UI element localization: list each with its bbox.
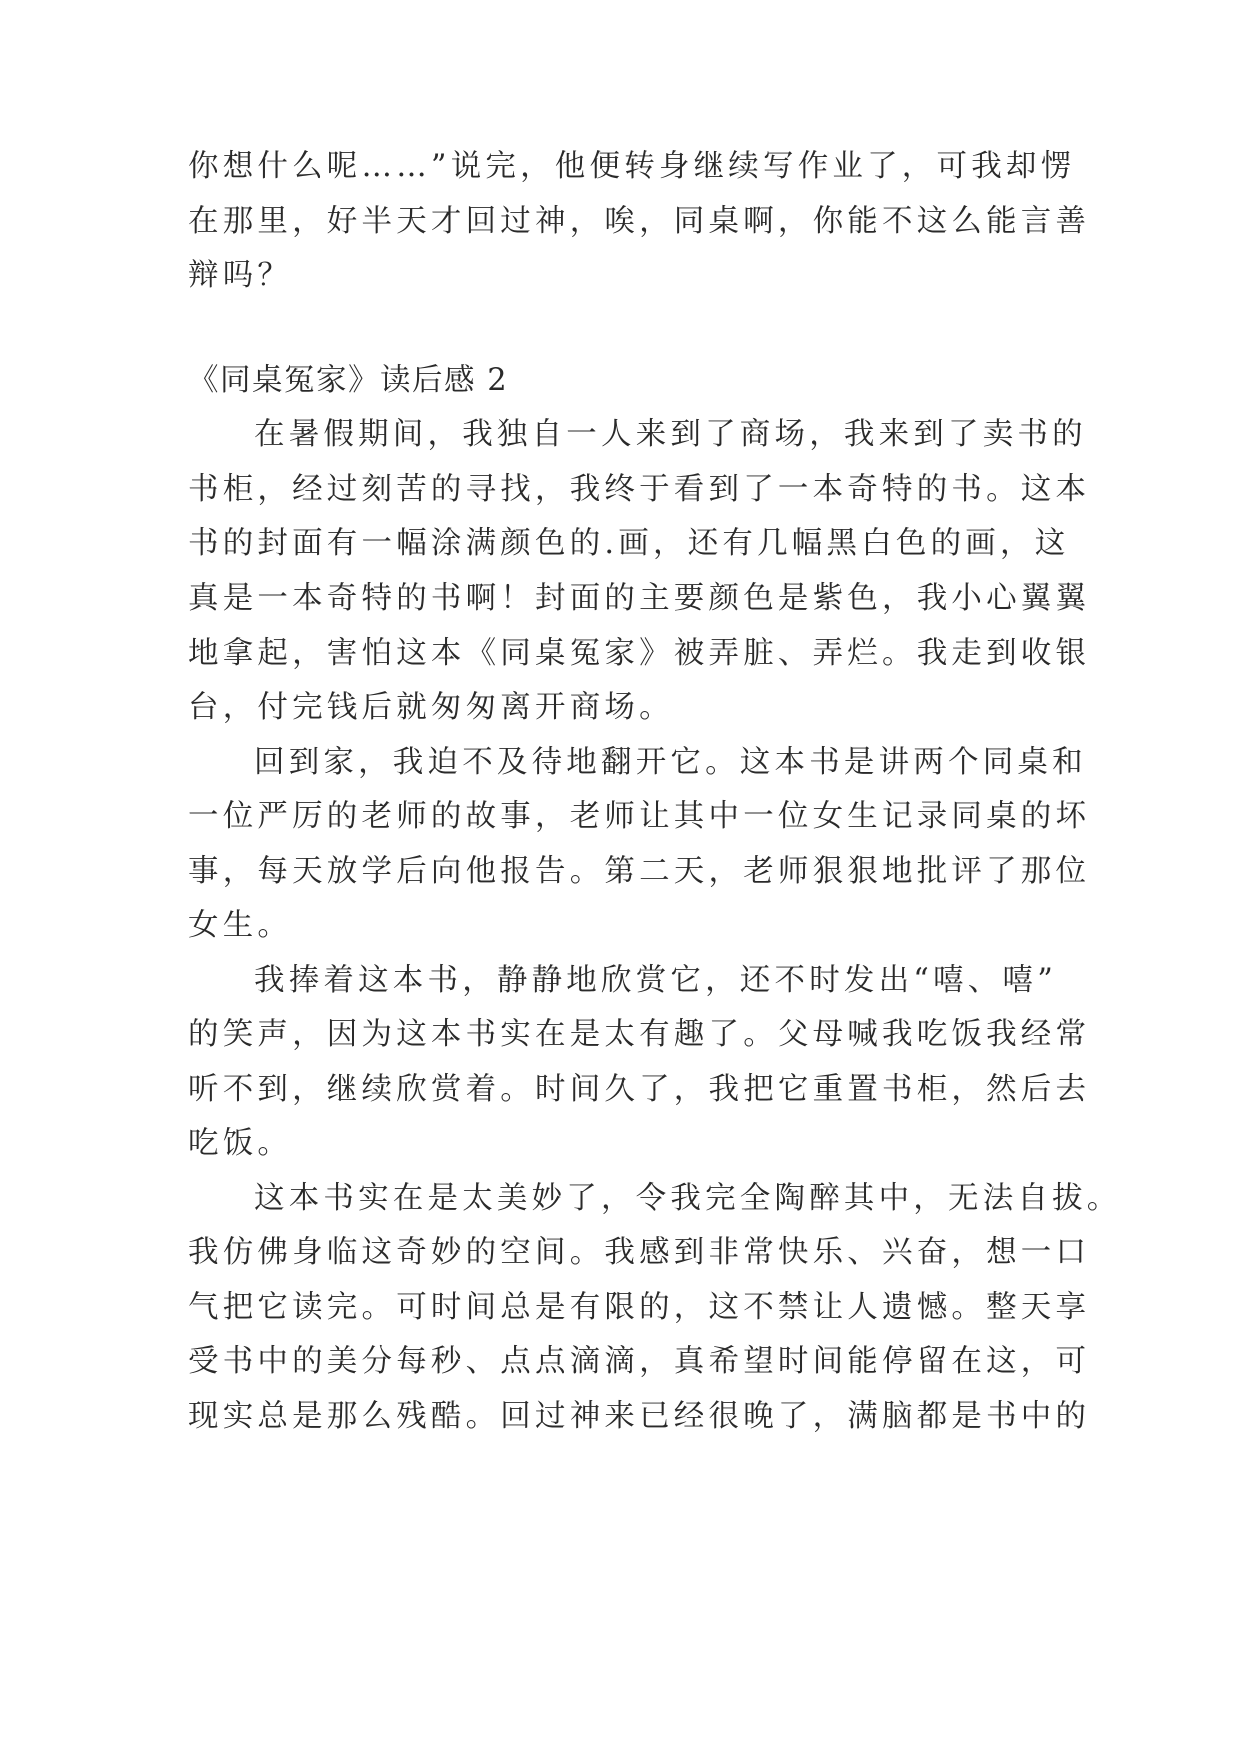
text-line: 书的封面有一幅涂满颜色的.画，还有几幅黑白色的画，这 xyxy=(188,526,1070,561)
text-line: 事，每天放学后向他报告。第二天，老师狠狠地批评了那位 xyxy=(188,854,1091,889)
text-line: 受书中的美分每秒、点点滴滴，真希望时间能停留在这，可 xyxy=(188,1344,1091,1379)
text-line: 我仿佛身临这奇妙的空间。我感到非常快乐、兴奋，想一口 xyxy=(188,1235,1091,1270)
text-line: 女生。 xyxy=(188,908,293,943)
text-line: 现实总是那么残酷。回过神来已经很晚了，满脑都是书中的 xyxy=(188,1399,1091,1434)
text-line: 气把它读完。可时间总是有限的，这不禁让人遗憾。整天享 xyxy=(188,1290,1091,1325)
text-line: 听不到，继续欣赏着。时间久了，我把它重置书柜，然后去 xyxy=(188,1072,1091,1107)
text-line: 书柜，经过刻苦的寻找，我终于看到了一本奇特的书。这本 xyxy=(188,472,1091,507)
paragraph-first-line: 我捧着这本书，静静地欣赏它，还不时发出“嘻、嘻” xyxy=(254,963,1057,998)
text-line: 台，付完钱后就匆匆离开商场。 xyxy=(188,690,674,725)
text-line: 地拿起，害怕这本《同桌冤家》被弄脏、弄烂。我走到收银 xyxy=(188,636,1091,671)
text-line: 辩吗？ xyxy=(188,258,293,293)
section-heading: 《同桌冤家》读后感 2 xyxy=(188,363,509,398)
paragraph-first-line: 这本书实在是太美妙了，令我完全陶醉其中，无法自拔。 xyxy=(254,1181,1122,1216)
paragraph-first-line: 回到家，我迫不及待地翻开它。这本书是讲两个同桌和 xyxy=(254,745,1087,780)
text-line: 的笑声，因为这本书实在是太有趣了。父母喊我吃饭我经常 xyxy=(188,1017,1091,1052)
text-line: 真是一本奇特的书啊！封面的主要颜色是紫色，我小心翼翼 xyxy=(188,581,1091,616)
text-line: 你想什么呢……”说完，他便转身继续写作业了，可我却愣 xyxy=(188,149,1076,184)
paragraph-first-line: 在暑假期间，我独自一人来到了商场，我来到了卖书的 xyxy=(254,417,1087,452)
text-line: 一位严厉的老师的故事，老师让其中一位女生记录同桌的坏 xyxy=(188,799,1091,834)
text-line: 吃饭。 xyxy=(188,1126,293,1161)
text-line: 在那里，好半天才回过神，唉，同桌啊，你能不这么能言善 xyxy=(188,204,1091,239)
